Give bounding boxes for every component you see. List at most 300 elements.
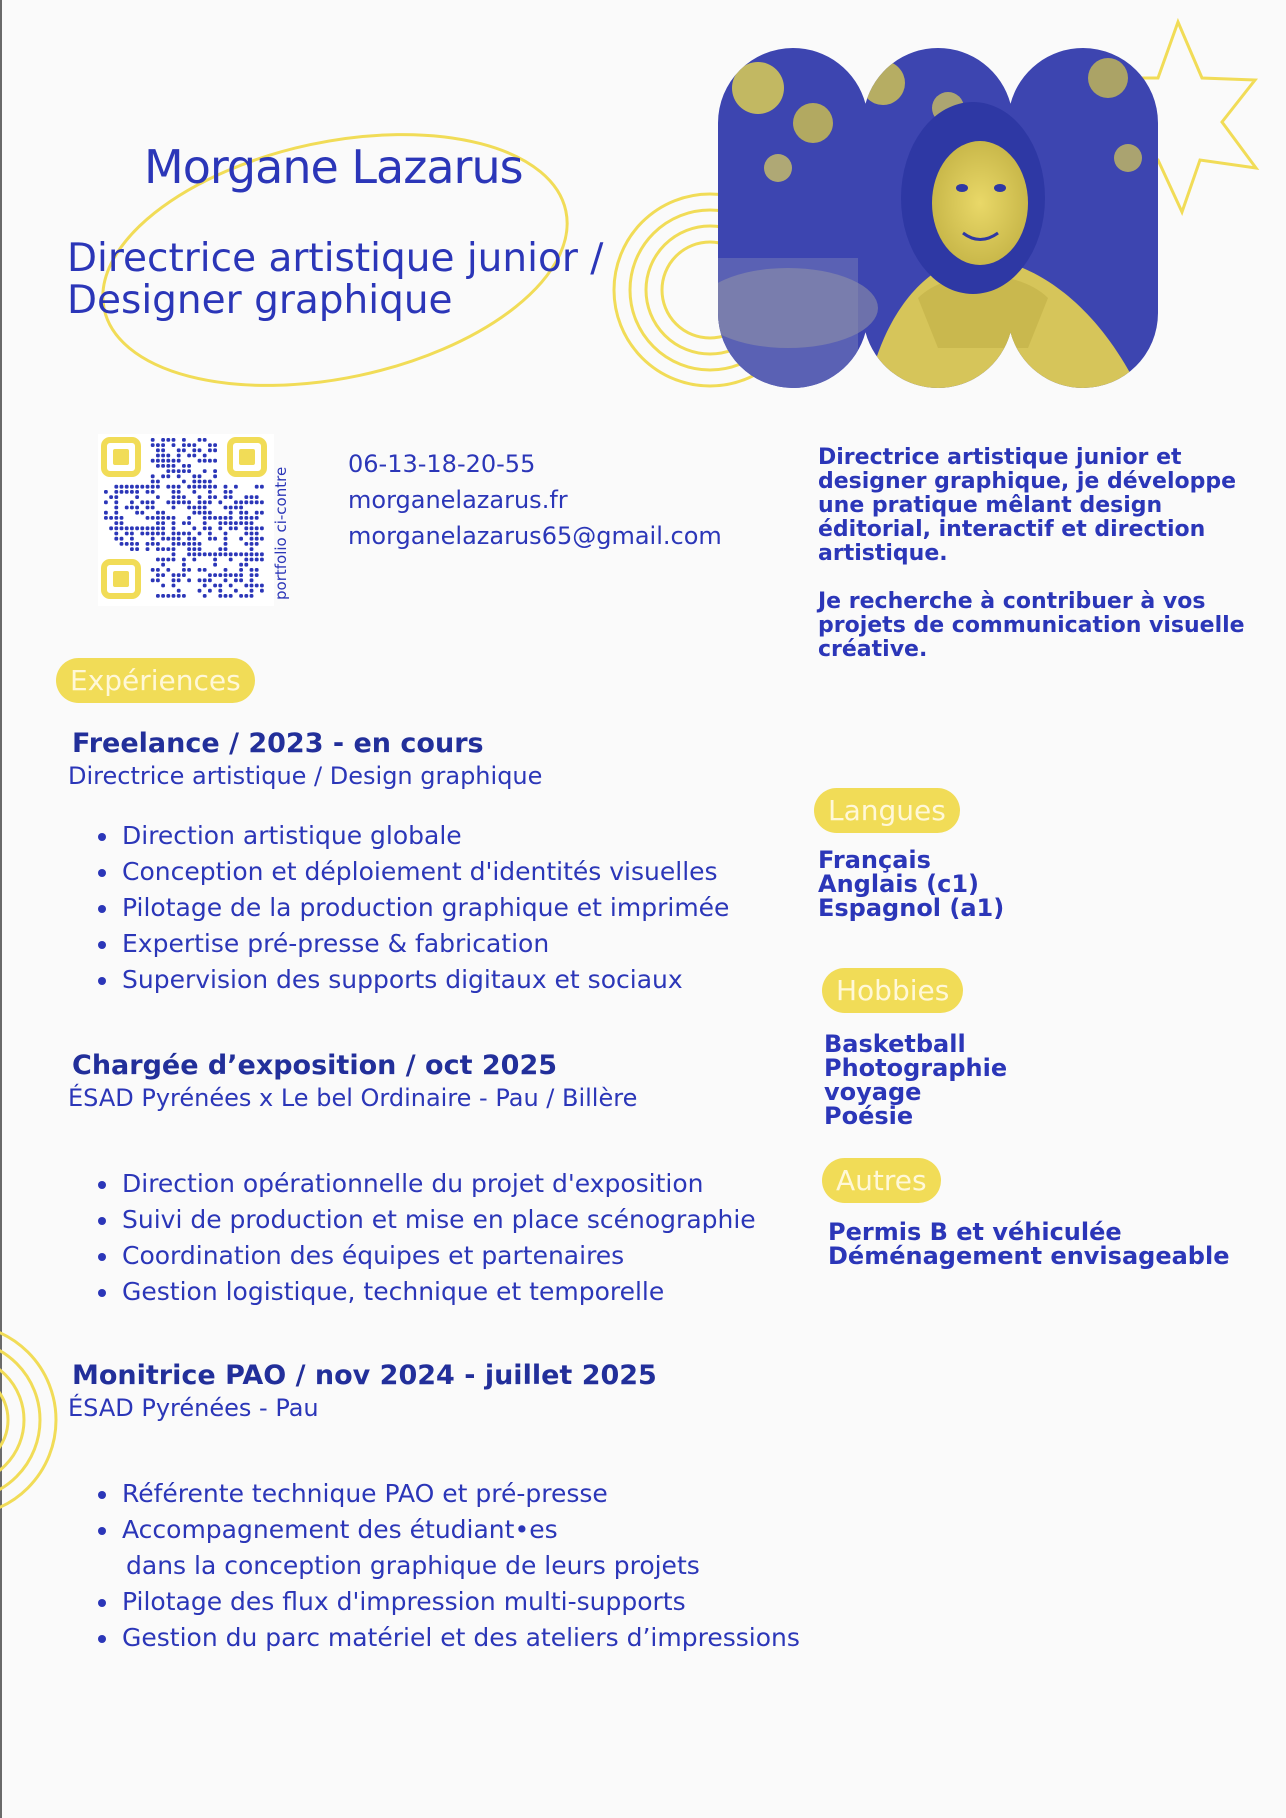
qr-module: [135, 526, 139, 530]
qr-module: [229, 552, 233, 556]
qr-module: [192, 506, 196, 510]
qr-module: [208, 448, 212, 452]
list-item: • Pilotage de la production graphique et imprimée: [120, 890, 729, 926]
experiences-heading: Expériences: [56, 658, 255, 703]
list-item: voyage: [824, 1078, 922, 1106]
qr-module: [130, 537, 134, 541]
qr-module: [255, 495, 259, 499]
list-item: • Supervision des supports digitaux et sociaux: [120, 962, 729, 998]
qr-module: [203, 454, 207, 458]
qr-module: [177, 485, 181, 489]
qr-module: [229, 516, 233, 520]
qr-module: [250, 552, 254, 556]
list-item: Photographie: [824, 1054, 1008, 1082]
languages-heading: Langues: [814, 788, 960, 833]
qr-module: [151, 480, 155, 484]
qr-module: [156, 454, 160, 458]
qr-module: [130, 490, 134, 494]
qr-module: [213, 459, 217, 463]
list-item: • Expertise pré-presse & fabrication: [120, 926, 729, 962]
qr-module: [208, 526, 212, 530]
qr-module: [208, 490, 212, 494]
qr-module: [224, 552, 228, 556]
qr-module: [114, 511, 118, 515]
qr-module: [166, 547, 170, 551]
qr-module: [198, 480, 202, 484]
list-item: Déménagement envisageable: [828, 1242, 1230, 1270]
qr-module: [192, 526, 196, 530]
qr-module: [239, 552, 243, 556]
qr-module: [182, 464, 186, 468]
qr-module: [156, 526, 160, 530]
qr-module: [213, 485, 217, 489]
qr-module: [172, 506, 176, 510]
job-3-bullets: [70, 1476, 800, 1656]
qr-module: [114, 495, 118, 499]
qr-module: [203, 568, 207, 572]
qr-module: [239, 516, 243, 520]
qr-module: [161, 537, 165, 541]
qr-module: [177, 589, 181, 593]
qr-module: [130, 532, 134, 536]
qr-module: [244, 532, 248, 536]
qr-module: [250, 584, 254, 588]
qr-module: [114, 490, 118, 494]
qr-module: [182, 573, 186, 577]
qr-module: [161, 516, 165, 520]
qr-module: [166, 516, 170, 520]
qr-module: [192, 537, 196, 541]
qr-module: [244, 516, 248, 520]
qr-module: [244, 511, 248, 515]
qr-module: [172, 459, 176, 463]
qr-module: [140, 532, 144, 536]
qr-module: [156, 516, 160, 520]
qr-module: [229, 526, 233, 530]
qr-module: [224, 547, 228, 551]
qr-module: [161, 573, 165, 577]
qr-module: [260, 485, 264, 489]
qr-module: [239, 568, 243, 572]
list-item: • Pilotage des flux d'impression multi-supports: [120, 1584, 800, 1620]
qr-module: [198, 485, 202, 489]
job-2-subtitle: ÉSAD Pyrénées x Le bel Ordinaire - Pau / Billère: [68, 1084, 638, 1112]
qr-module: [104, 490, 108, 494]
qr-module: [260, 537, 264, 541]
qr-module: [250, 547, 254, 551]
qr-module: [208, 459, 212, 463]
qr-module: [218, 573, 222, 577]
qr-module: [250, 589, 254, 593]
qr-module: [224, 485, 228, 489]
qr-module: [203, 480, 207, 484]
qr-module: [218, 516, 222, 520]
qr-module: [198, 552, 202, 556]
qr-module: [166, 485, 170, 489]
qr-module: [244, 584, 248, 588]
qr-module: [151, 485, 155, 489]
qr-caption: portfolio ci-contre: [272, 466, 290, 600]
qr-module: [182, 542, 186, 546]
qr-module: [198, 547, 202, 551]
qr-module: [198, 506, 202, 510]
qr-module: [172, 464, 176, 468]
qr-module: [203, 500, 207, 504]
qr-module: [135, 506, 139, 510]
qr-module: [161, 459, 165, 463]
qr-module: [187, 506, 191, 510]
qr-module: [151, 537, 155, 541]
qr-module: [172, 558, 176, 562]
qr-module: [213, 448, 217, 452]
qr-module: [172, 537, 176, 541]
list-item: • Direction artistique globale: [120, 818, 729, 854]
qr-module: [244, 563, 248, 567]
qr-module: [224, 490, 228, 494]
qr-module: [203, 506, 207, 510]
hobbies-heading: Hobbies: [822, 968, 963, 1013]
qr-module: [172, 495, 176, 499]
qr-module: [198, 500, 202, 504]
qr-module: [120, 521, 124, 525]
qr-module: [208, 578, 212, 582]
others-heading: Autres: [822, 1158, 941, 1203]
qr-module: [192, 474, 196, 478]
qr-module: [187, 532, 191, 536]
qr-module: [156, 480, 160, 484]
qr-module: [208, 552, 212, 556]
qr-module: [182, 563, 186, 567]
qr-module: [182, 558, 186, 562]
qr-module: [229, 594, 233, 598]
qr-module: [208, 573, 212, 577]
qr-module: [224, 568, 228, 572]
qr-module: [120, 537, 124, 541]
list-item: • Gestion du parc matériel et des ateliers d’impressions: [120, 1620, 800, 1656]
qr-module: [130, 526, 134, 530]
qr-module: [114, 485, 118, 489]
list-item: • Conception et déploiement d'identités visuelles: [120, 854, 729, 890]
qr-module: [239, 594, 243, 598]
qr-module: [125, 490, 129, 494]
qr-module: [208, 537, 212, 541]
qr-module: [260, 511, 264, 515]
qr-module: [156, 547, 160, 551]
qr-module: [192, 490, 196, 494]
languages-list: [818, 848, 1004, 920]
qr-module: [260, 558, 264, 562]
qr-module: [114, 532, 118, 536]
qr-module: [255, 584, 259, 588]
qr-module: [224, 537, 228, 541]
qr-module: [187, 542, 191, 546]
job-1-title: Freelance / 2023 - en cours: [72, 728, 484, 759]
qr-module: [203, 485, 207, 489]
qr-module: [218, 526, 222, 530]
website-link[interactable]: morganelazarus.fr: [348, 486, 568, 514]
qr-module: [187, 464, 191, 468]
qr-module: [250, 521, 254, 525]
qr-module: [156, 594, 160, 598]
qr-module: [260, 500, 264, 504]
qr-module: [182, 532, 186, 536]
contact-block: [348, 446, 722, 554]
qr-module: [172, 594, 176, 598]
qr-module: [192, 485, 196, 489]
qr-module: [151, 438, 155, 442]
qr-module: [260, 552, 264, 556]
job-3-subtitle: ÉSAD Pyrénées - Pau: [68, 1394, 319, 1422]
qr-module: [125, 542, 129, 546]
job-1-subtitle: Directrice artistique / Design graphique: [68, 762, 543, 790]
qr-module: [255, 511, 259, 515]
qr-module: [198, 542, 202, 546]
qr-module: [151, 474, 155, 478]
qr-module: [192, 480, 196, 484]
qr-module: [229, 495, 233, 499]
qr-module: [177, 459, 181, 463]
qr-module: [166, 464, 170, 468]
qr-module: [172, 547, 176, 551]
qr-module: [234, 573, 238, 577]
qr-module: [213, 537, 217, 541]
qr-module: [156, 568, 160, 572]
qr-module: [161, 532, 165, 536]
qr-module: [114, 506, 118, 510]
list-item: Permis B et véhiculée: [828, 1218, 1122, 1246]
qr-module: [146, 547, 150, 551]
qr-module: [234, 506, 238, 510]
qr-module: [172, 469, 176, 473]
qr-module: [208, 495, 212, 499]
qr-module: [166, 500, 170, 504]
qr-module: [224, 516, 228, 520]
qr-module: [151, 443, 155, 447]
qr-module: [187, 500, 191, 504]
qr-module: [182, 568, 186, 572]
qr-module: [229, 558, 233, 562]
qr-module: [203, 552, 207, 556]
qr-module: [161, 521, 165, 525]
qr-module: [146, 532, 150, 536]
job-2-bullets: [70, 1166, 756, 1310]
qr-module: [177, 532, 181, 536]
qr-module: [187, 469, 191, 473]
list-item: • Coordination des équipes et partenaires: [120, 1238, 756, 1274]
qr-module: [109, 526, 113, 530]
qr-module: [192, 443, 196, 447]
qr-module: [198, 459, 202, 463]
list-item: Français: [818, 846, 931, 874]
qr-module: [161, 443, 165, 447]
qr-module: [213, 516, 217, 520]
qr-module: [244, 521, 248, 525]
qr-module: [224, 532, 228, 536]
qr-module: [213, 563, 217, 567]
qr-module: [130, 485, 134, 489]
qr-module: [239, 500, 243, 504]
qr-module: [224, 521, 228, 525]
qr-module: [198, 511, 202, 515]
qr-module: [229, 490, 233, 494]
qr-module: [192, 454, 196, 458]
qr-module: [114, 521, 118, 525]
qr-module: [130, 506, 134, 510]
qr-module: [255, 526, 259, 530]
qr-module: [255, 568, 259, 572]
qr-module: [234, 521, 238, 525]
qr-module: [218, 500, 222, 504]
qr-module: [146, 516, 150, 520]
qr-module: [156, 485, 160, 489]
qr-module: [229, 511, 233, 515]
qr-module: [177, 578, 181, 582]
qr-module: [182, 448, 186, 452]
portfolio-qr-code[interactable]: [98, 434, 274, 606]
qr-module: [177, 500, 181, 504]
qr-module: [218, 594, 222, 598]
qr-module: [255, 573, 259, 577]
qr-module: [250, 594, 254, 598]
qr-module: [250, 573, 254, 577]
qr-module: [156, 443, 160, 447]
qr-module: [203, 459, 207, 463]
qr-module: [161, 526, 165, 530]
qr-module: [172, 542, 176, 546]
qr-module: [218, 552, 222, 556]
qr-module: [151, 490, 155, 494]
qr-module: [104, 511, 108, 515]
qr-module: [255, 558, 259, 562]
qr-module: [172, 552, 176, 556]
qr-module: [156, 532, 160, 536]
qr-module: [192, 448, 196, 452]
qr-module: [213, 584, 217, 588]
qr-module: [161, 474, 165, 478]
qr-module: [146, 526, 150, 530]
qr-module: [192, 547, 196, 551]
qr-module: [166, 568, 170, 572]
qr-module: [198, 568, 202, 572]
list-item-line: Accompagnement des étudiant•es: [122, 1515, 558, 1544]
qr-module: [166, 594, 170, 598]
qr-module: [135, 485, 139, 489]
qr-module: [166, 537, 170, 541]
qr-module: [239, 537, 243, 541]
qr-module: [172, 521, 176, 525]
qr-module: [208, 480, 212, 484]
qr-module: [198, 474, 202, 478]
qr-module: [203, 578, 207, 582]
qr-module: [172, 485, 176, 489]
qr-module: [151, 516, 155, 520]
qr-module: [255, 485, 259, 489]
qr-module: [104, 516, 108, 520]
qr-module: [208, 443, 212, 447]
qr-module: [182, 594, 186, 598]
qr-module: [250, 558, 254, 562]
qr-module: [244, 552, 248, 556]
qr-module: [260, 584, 264, 588]
qr-module: [203, 469, 207, 473]
qr-module: [234, 589, 238, 593]
qr-module: [244, 495, 248, 499]
qr-module: [177, 594, 181, 598]
qr-module: [218, 584, 222, 588]
email-link[interactable]: morganelazarus65@gmail.com: [348, 522, 722, 550]
qr-module: [177, 448, 181, 452]
qr-module: [135, 542, 139, 546]
list-item: • Référente technique PAO et pré-presse: [120, 1476, 800, 1512]
qr-module: [250, 526, 254, 530]
qr-module: [224, 578, 228, 582]
qr-module: [250, 542, 254, 546]
qr-module: [255, 552, 259, 556]
qr-module: [255, 516, 259, 520]
phone-number[interactable]: 06-13-18-20-55: [348, 450, 536, 478]
qr-module: [192, 542, 196, 546]
qr-module: [156, 448, 160, 452]
qr-module: [239, 563, 243, 567]
candidate-name: Morgane Lazarus: [144, 140, 523, 194]
qr-module: [239, 521, 243, 525]
qr-module: [250, 532, 254, 536]
qr-module: [146, 500, 150, 504]
qr-module: [182, 480, 186, 484]
qr-module: [260, 589, 264, 593]
job-1-bullets: [70, 818, 729, 998]
qr-module: [213, 552, 217, 556]
qr-module: [229, 573, 233, 577]
qr-module: [260, 526, 264, 530]
qr-module: [177, 469, 181, 473]
qr-module: [198, 438, 202, 442]
qr-module: [120, 516, 124, 520]
qr-module: [166, 558, 170, 562]
qr-module: [177, 454, 181, 458]
qr-module: [172, 443, 176, 447]
qr-module: [234, 500, 238, 504]
qr-module: [140, 500, 144, 504]
qr-module: [172, 438, 176, 442]
qr-module: [208, 485, 212, 489]
qr-module: [208, 589, 212, 593]
job-3-title: Monitrice PAO / nov 2024 - juillet 2025: [72, 1360, 657, 1391]
qr-module: [182, 438, 186, 442]
qr-module: [114, 526, 118, 530]
qr-module: [151, 542, 155, 546]
list-item: • Suivi de production et mise en place scénographie: [120, 1202, 756, 1238]
qr-module: [208, 511, 212, 515]
qr-module: [130, 547, 134, 551]
qr-module: [187, 454, 191, 458]
qr-module: [177, 573, 181, 577]
qr-module: [213, 495, 217, 499]
qr-module: [151, 459, 155, 463]
intro-paragraph-1: Directrice artistique junior et designer graphique, je développe une pratique mêlant design éditorial, interactif et direction artistique.: [818, 445, 1237, 566]
qr-module: [203, 511, 207, 515]
qr-module: [135, 495, 139, 499]
list-item-continuation: dans la conception graphique de leurs projets: [126, 1551, 700, 1580]
qr-module: [224, 542, 228, 546]
qr-module: [172, 516, 176, 520]
qr-module: [135, 490, 139, 494]
qr-module: [161, 584, 165, 588]
qr-module: [130, 542, 134, 546]
qr-module: [234, 526, 238, 530]
qr-module: [120, 542, 124, 546]
qr-module: [224, 506, 228, 510]
